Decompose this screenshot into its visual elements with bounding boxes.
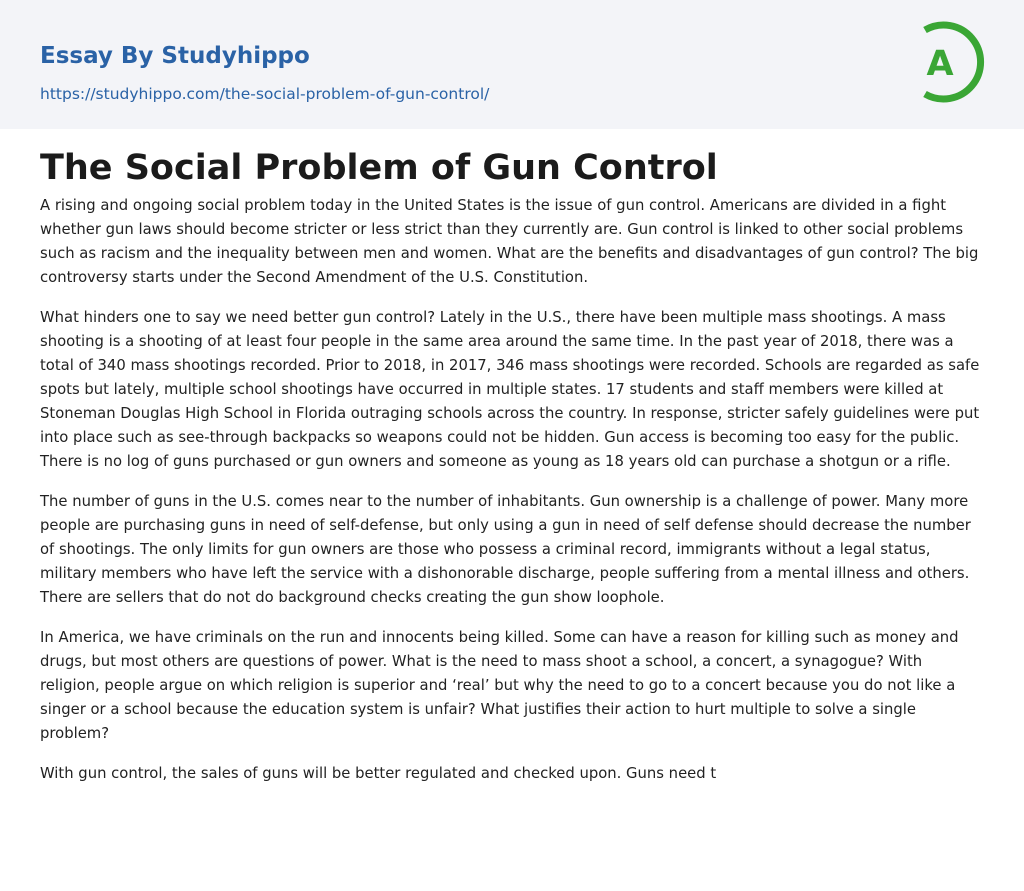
logo-svg: [912, 20, 986, 104]
circle-letter-a-logo-icon[interactable]: [912, 20, 986, 104]
essay-paragraph-1: A rising and ongoing social problem today in the United States is the issue of gun control. Americans are divided in a fight whether gun laws should become stricter or less strict than they currently are. Gun control is linked to other social problems such as racism and the inequality between men and women. What are the benefits and disadvantages of gun control? The big controversy starts under the Second Amendment of the U.S. Constitution.: [40, 197, 979, 286]
brand-title[interactable]: Essay By Studyhippo: [40, 43, 310, 69]
essay-url-link[interactable]: https://studyhippo.com/the-social-problem-of-gun-control/: [40, 85, 490, 103]
essay-paragraph-3: The number of guns in the U.S. comes near to the number of inhabitants. Gun ownership is a challenge of power. Many more people are purchasing guns in need of self-defense, but only using a gun in need of self defense should decrease the number of shootings. The only limits for gun owners are those who possess a criminal record, immigrants without a legal status, military members who have left the service with a dishonorable discharge, people suffering from a mental illness and others. There are sellers that do not do background checks creating the gun show loophole.: [40, 493, 971, 606]
essay-paragraph-4: In America, we have criminals on the run and innocents being killed. Some can have a reason for killing such as money and drugs, but most others are questions of power. What is the need to mass shoot a school, a concert, a synagogue? With religion, people argue on which religion is superior and ‘real’ but why the need to go to a concert because you do not like a singer or a school because the education system is unfair? What justifies their action to hurt multiple to solve a single problem?: [40, 629, 959, 742]
site-header: [0, 0, 1024, 129]
essay-paragraph-5: With gun control, the sales of guns will be better regulated and checked upon. Guns need t: [40, 765, 717, 782]
essay-body: [40, 194, 984, 802]
essay-paragraph-2: What hinders one to say we need better gun control? Lately in the U.S., there have been multiple mass shootings. A mass shooting is a shooting of at least four people in the same area around the same time. In the past year of 2018, there was a total of 340 mass shootings recorded. Prior to 2018, in 2017, 346 mass shootings were recorded. Schools are regarded as safe spots but lately, multiple school shootings have occurred in multiple states. 17 students and staff members were killed at Stoneman Douglas High School in Florida outraging schools across the country. In response, stricter safely guidelines were put into place such as see-through backpacks so weapons could not be hidden. Gun access is becoming too easy for the public. There is no log of guns purchased or gun owners and someone as young as 18 years old can purchase a shotgun or a rifle.: [40, 309, 980, 470]
essay-title: The Social Problem of Gun Control: [40, 148, 718, 188]
logo-letter: A: [926, 44, 954, 84]
